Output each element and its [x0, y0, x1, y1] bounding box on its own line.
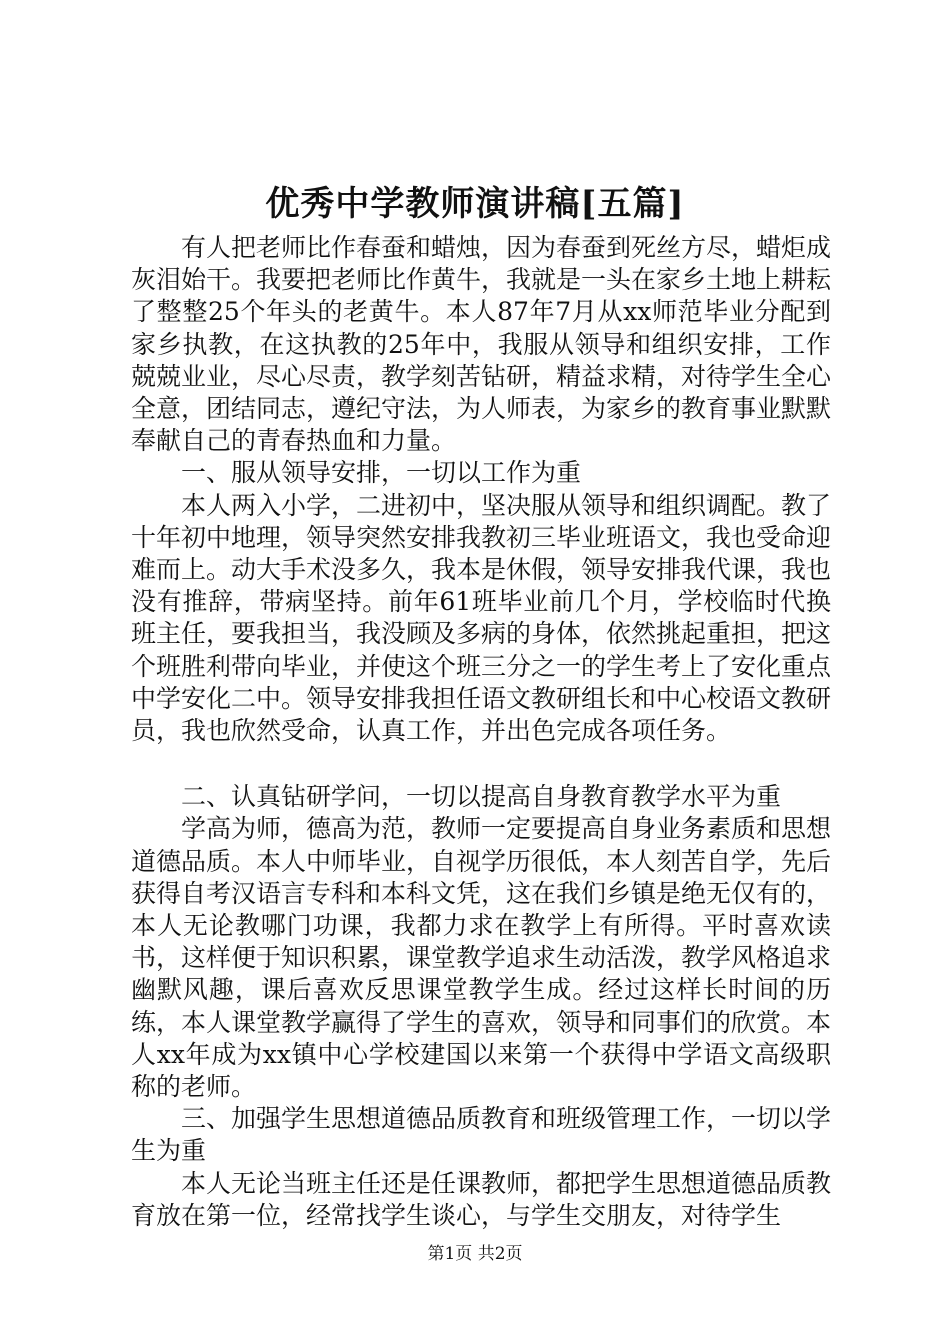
section-paragraph-2: 学高为师，德高为范，教师一定要提高自身业务素质和思想道德品质。本人中师毕业，自视学历很低，本人刻苦自学，先后获得自考汉语言专科和本科文凭，这在我们乡镇是绝无仅有的，本人无论教哪门功课，我都力求在教学上有所得。平时喜欢读书，这样便于知识积累，课堂教学追求生动活泼，教学风格追求幽默风趣，课后喜欢反思课堂教学生成。经过这样长时间的历练，本人课堂教学赢得了学生的喜欢，领导和同事们的欣赏。本人xx年成为xx镇中心学校建国以来第一个获得中学语文高级职称的老师。 — [131, 814, 832, 1102]
document-title: 优秀中学教师演讲稿[五篇] — [265, 184, 685, 224]
page-number-footer: 第1页 共2页 — [427, 1244, 523, 1264]
section-heading-1: 一、服从领导安排，一切以工作为重 — [181, 458, 582, 488]
section-heading-3: 三、加强学生思想道德品质教育和班级管理工作，一切以学生为重 — [131, 1104, 832, 1166]
section-heading-2: 二、认真钻研学问，一切以提高自身教育教学水平为重 — [181, 782, 782, 812]
intro-paragraph: 有人把老师比作春蚕和蜡烛，因为春蚕到死丝方尽，蜡炬成灰泪始干。我要把老师比作黄牛，我就是一头在家乡土地上耕耘了整整25个年头的老黄牛。本人87年7月从xx师范毕业分配到家乡执教，在这执教的25年中，我服从领导和组织安排，工作兢兢业业，尽心尽责，教学刻苦钻研，精益求精，对待学生全心全意，团结同志，遵纪守法，为人师表，为家乡的教育事业默默奉献自己的青春热血和力量。 — [131, 233, 832, 456]
section-paragraph-3: 本人无论当班主任还是任课教师，都把学生思想道德品质教育放在第一位，经常找学生谈心，与学生交朋友，对待学生 — [131, 1168, 832, 1230]
section-paragraph-1: 本人两入小学，二进初中，坚决服从领导和组织调配。教了十年初中地理，领导突然安排我教初三毕业班语文，我也受命迎难而上。动大手术没多久，我本是休假，领导安排我代课，我也没有推辞，带病坚持。前年61班毕业前几个月，学校临时代换班主任，要我担当，我没顾及多病的身体，依然挑起重担，把这个班胜利带向毕业，并使这个班三分之一的学生考上了安化重点中学安化二中。领导安排我担任语文教研组长和中心校语文教研员，我也欣然受命，认真工作，并出色完成各项任务。 — [131, 490, 832, 746]
document-body — [131, 232, 831, 1232]
